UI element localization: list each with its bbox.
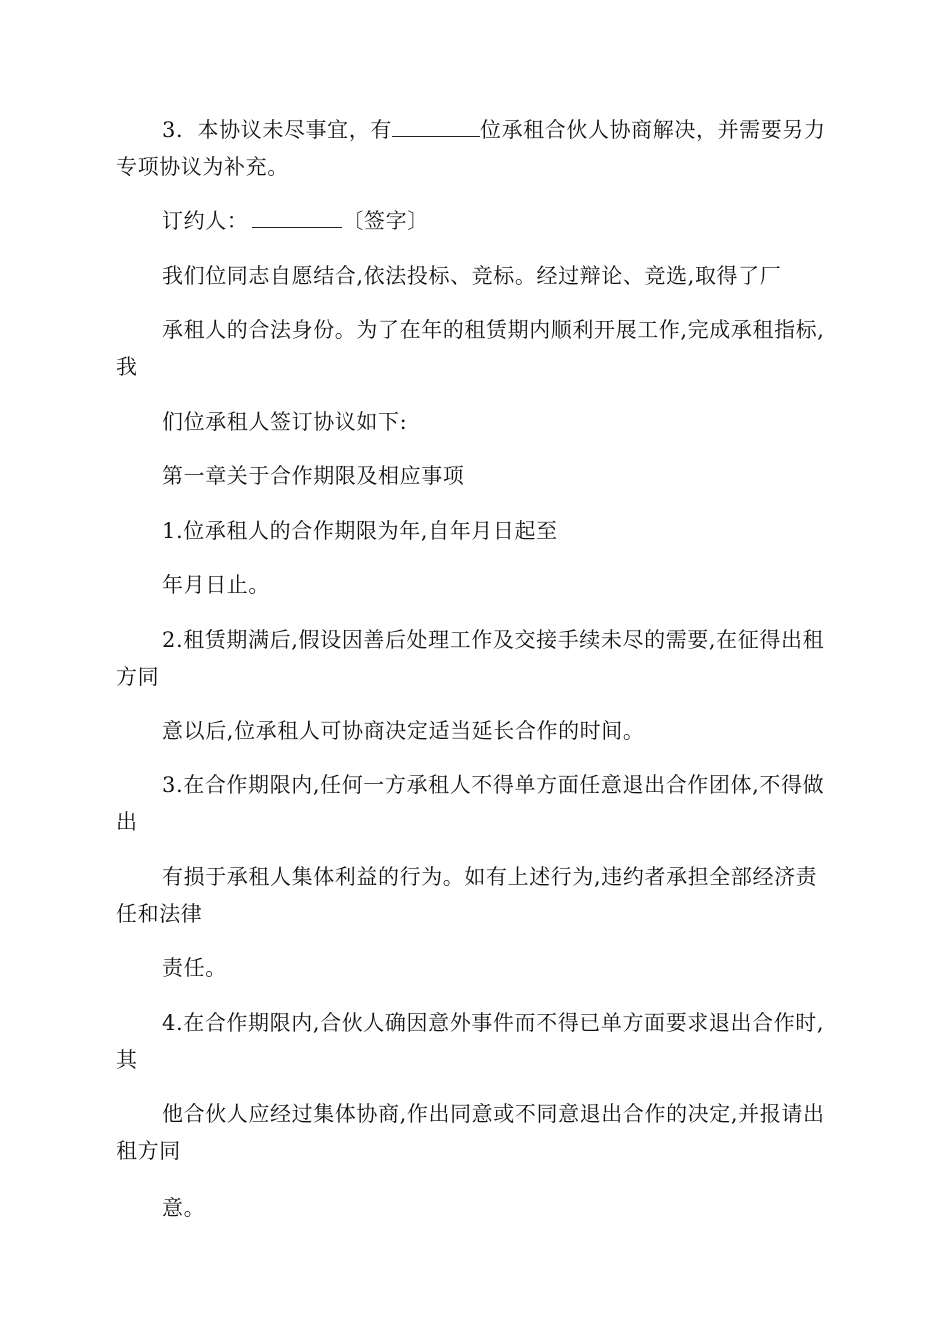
paragraph-term-3-end: 责任。 bbox=[162, 956, 227, 980]
paragraph-term-1: 1.位承租人的合作期限为年,自年月日起至 bbox=[162, 519, 558, 543]
blank-line bbox=[392, 118, 480, 137]
signature-blank bbox=[252, 209, 342, 228]
paragraph-term-2: 2.租赁期满后,假设因善后处理工作及交接手续未尽的需要,在征得出租方同 bbox=[116, 628, 825, 689]
paragraph-text: 位承租合伙人协商解决，并需要另力专项协议为补充。 bbox=[116, 118, 826, 179]
paragraph-agreement-clause-3 bbox=[116, 112, 836, 186]
paragraph-term-2-cont: 意以后,位承租人可协商决定适当延长合作的时间。 bbox=[162, 719, 645, 743]
paragraph-intro: 我们位同志自愿结合,依法投标、竞标。经过辩论、竞选,取得了厂 bbox=[162, 264, 782, 288]
signature-note: 〔签字〕 bbox=[342, 209, 429, 233]
paragraph-term-3-cont: 有损于承租人集体利益的行为。如有上述行为,违约者承担全部经济责任和法律 bbox=[116, 865, 818, 926]
paragraph-term-1-end: 年月日止。 bbox=[162, 573, 270, 597]
chapter-heading: 第一章关于合作期限及相应事项 bbox=[162, 464, 465, 488]
signatory-line bbox=[116, 203, 836, 240]
paragraph-signing: 们位承租人签订协议如下: bbox=[162, 410, 408, 434]
paragraph-term-3: 3.在合作期限内,任何一方承租人不得单方面任意退出合作团体,不得做出 bbox=[116, 773, 825, 834]
signatory-label: 订约人： bbox=[162, 209, 249, 233]
paragraph-identity: 承租人的合法身份。为了在年的租赁期内顺利开展工作,完成承租指标,我 bbox=[116, 318, 825, 379]
paragraph-text: 3．本协议未尽事宜，有 bbox=[162, 118, 392, 142]
paragraph-term-4-cont: 他合伙人应经过集体协商,作出同意或不同意退出合作的决定,并报请出租方同 bbox=[116, 1102, 825, 1163]
paragraph-term-4-end: 意。 bbox=[162, 1196, 206, 1220]
paragraph-term-4: 4.在合作期限内,合伙人确因意外事件而不得已单方面要求退出合作时,其 bbox=[116, 1011, 825, 1072]
